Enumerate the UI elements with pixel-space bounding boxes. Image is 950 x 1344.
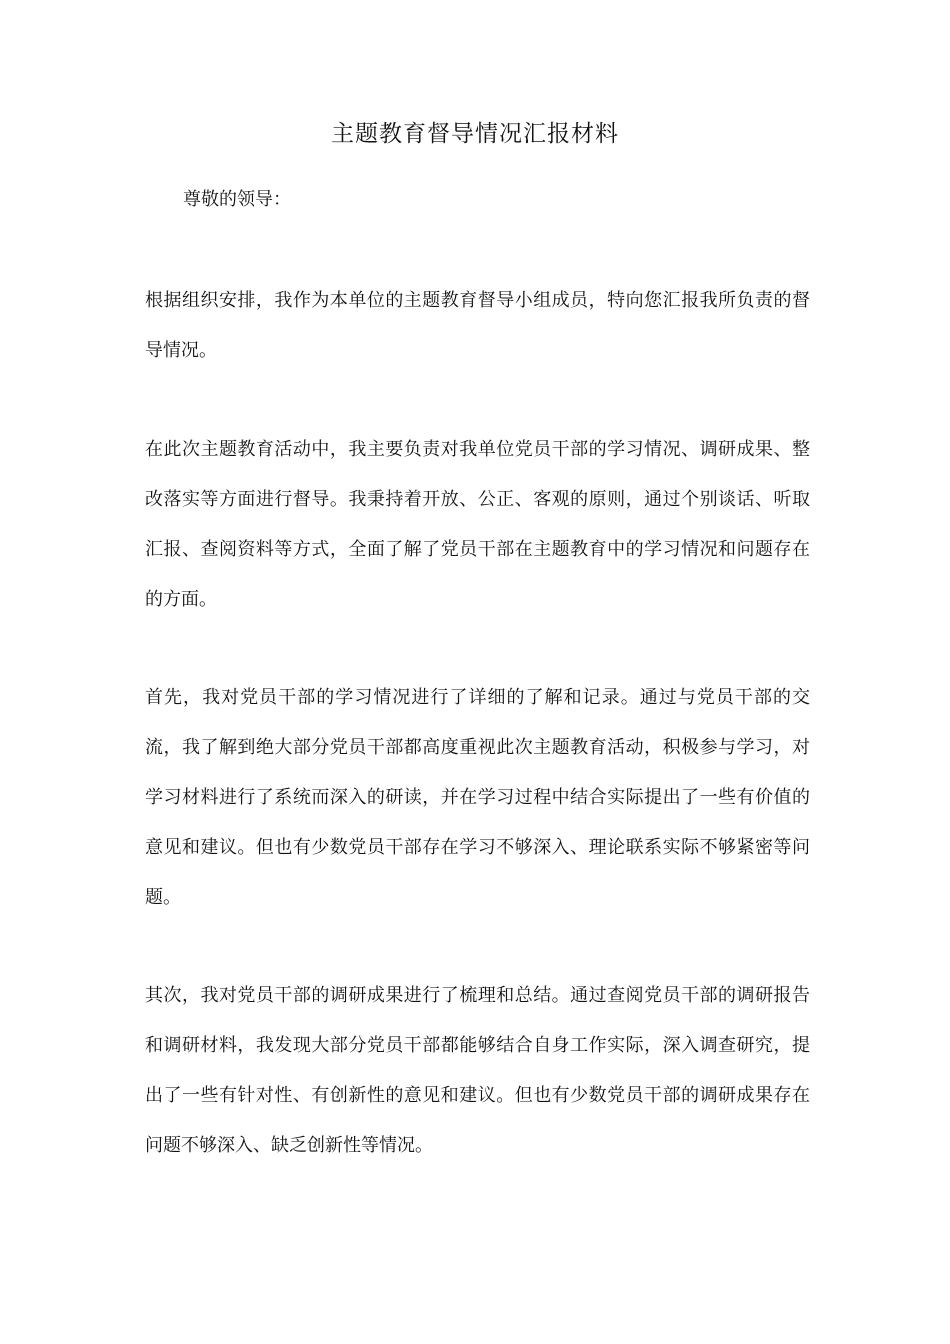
paragraph-responsibility: 在此次主题教育活动中，我主要负责对我单位党员干部的学习情况、调研成果、整改落实等方面进行督导。我秉持着开放、公正、客观的原则，通过个别谈话、听取汇报、查阅资料等方式，全面了解了党员干部在主题教育中的学习情况和问题存在的方面。 [145,439,810,610]
document-title: 主题教育督导情况汇报材料 [331,121,619,147]
paragraph-intro: 根据组织安排，我作为本单位的主题教育督导小组成员，特向您汇报我所负责的督导情况。 [145,290,810,361]
salutation: 尊敬的领导： [183,189,291,210]
paragraph-research-results: 其次，我对党员干部的调研成果进行了梳理和总结。通过查阅党员干部的调研报告和调研材料，我发现大部分党员干部都能够结合自身工作实际，深入调查研究，提出了一些有针对性、有创新性的意见和建议。但也有少数党员干部的调研成果存在问题不够深入、缺乏创新性等情况。 [145,985,810,1156]
paragraph-study-situation: 首先，我对党员干部的学习情况进行了详细的了解和记录。通过与党员干部的交流，我了解到绝大部分党员干部都高度重视此次主题教育活动，积极参与学习，对学习材料进行了系统而深入的研读，并在学习过程中结合实际提出了一些有价值的意见和建议。但也有少数党员干部存在学习不够深入、理论联系实际不够紧密等问题。 [145,687,810,908]
